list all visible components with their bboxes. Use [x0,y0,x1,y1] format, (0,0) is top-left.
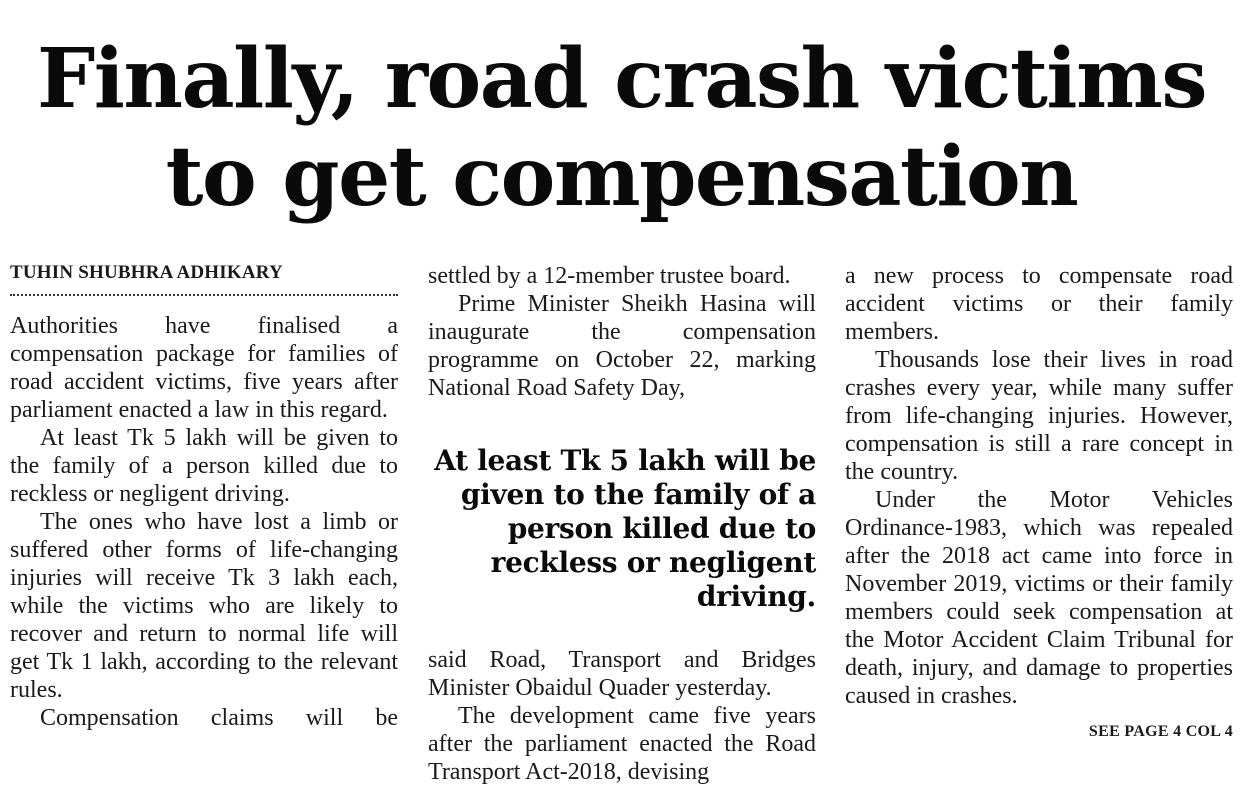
pull-quote: At least Tk 5 lakh will be given to the family of a person killed due to reckless or negligent driving. [434,444,816,613]
article-column-2 [428,262,816,786]
article-column-1 [10,262,398,732]
paragraph-col3-3: Under the Motor Vehicles Ordinance-1983, which was repealed after the 2018 act came into force in November 2019, victims or their family members could seek compensation at the Motor Accident Claim Tribunal for death, injury, and damage to properties caused in crashes. [845,487,1233,709]
headline-line-2: to get compensation [165,129,1078,225]
paragraph-col1-2: At least Tk 5 lakh will be given to the family of a person killed due to reckless or negligent driving. [10,425,398,507]
paragraph-col1-3: The ones who have lost a limb or suffered other forms of life-changing injuries will receive Tk 3 lakh each, while the victims who are likely to recover and return to normal life will get Tk 1 lakh, according to the relevant rules. [10,509,398,703]
paragraph-col1-1: Authorities have finalised a compensation package for families of road accident victims, five years after parliament enacted a law in this regard. [10,313,398,423]
paragraph-col1-4: Compensation claims will be [40,705,398,731]
paragraph-col2-2: Prime Minister Sheikh Hasina will inaugurate the compensation programme on October 22, marking National Road Safety Day, [428,291,816,401]
paragraph-col2-3: said Road, Transport and Bridges Minister Obaidul Quader yesterday. [428,647,816,701]
headline [0,30,1243,226]
continued-on-page-link[interactable]: SEE PAGE 4 COL 4 [1088,723,1233,740]
paragraph-col2-1: settled by a 12-member trustee board. [428,263,791,289]
paragraph-col2-4: The development came five years after the parliament enacted the Road Transport Act-2018, devising [428,703,816,785]
headline-line-1: Finally, road crash victims [37,31,1206,127]
byline: TUHIN SHUBHRA ADHIKARY [10,262,398,296]
paragraph-col3-2: Thousands lose their lives in road crashes every year, while many suffer from life-changing injuries. However, compensation is still a rare concept in the country. [845,347,1233,485]
article-column-3 [845,262,1233,746]
paragraph-col3-1: a new process to compensate road accident victims or their family members. [845,263,1233,345]
